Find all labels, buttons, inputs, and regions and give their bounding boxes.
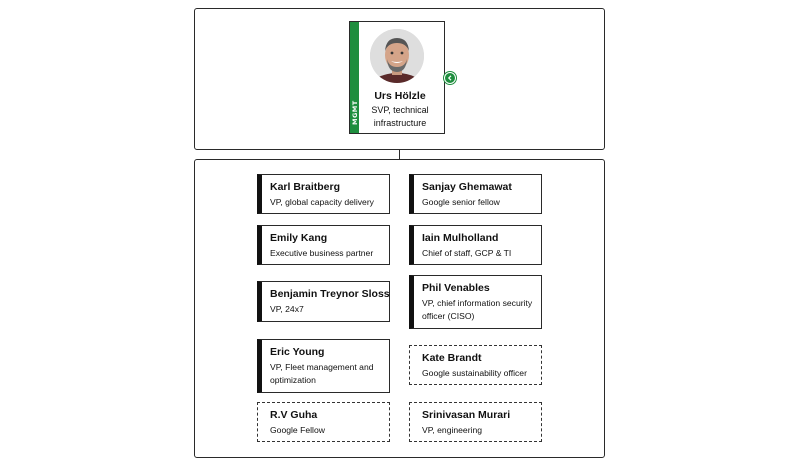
report-title: Google senior fellow (422, 197, 500, 207)
avatar (370, 29, 424, 83)
head-title: SVP, technical infrastructure (371, 105, 429, 128)
report-name: Srinivasan Murari (422, 409, 511, 421)
report-card[interactable] (257, 339, 390, 393)
report-name: Eric Young (270, 346, 325, 358)
report-title: VP, global capacity delivery (270, 197, 374, 207)
report-name: Emily Kang (270, 232, 328, 244)
report-name: Sanjay Ghemawat (422, 181, 512, 193)
head-name: Urs Hölzle (374, 90, 426, 102)
report-card[interactable] (257, 174, 390, 214)
report-card[interactable] (257, 281, 390, 322)
report-title: Executive business partner (270, 248, 374, 258)
report-title: Google Fellow (270, 425, 325, 435)
report-title: VP, 24x7 (270, 304, 304, 314)
report-card[interactable] (409, 345, 542, 385)
report-card[interactable] (409, 174, 542, 214)
report-name: Iain Mulholland (422, 232, 499, 244)
org-connector-line (399, 150, 400, 159)
report-title: Chief of staff, GCP & TI (422, 248, 512, 258)
chevron-left-icon (447, 75, 453, 81)
direct-reports-panel (194, 159, 605, 458)
report-card[interactable] (409, 275, 542, 329)
report-name: Kate Brandt (422, 352, 482, 364)
report-title: VP, chief information security officer (CISO) (422, 298, 533, 321)
report-name: Phil Venables (422, 282, 490, 294)
report-card[interactable] (409, 225, 542, 265)
report-name: R.V Guha (270, 409, 318, 421)
report-name: Benjamin Treynor Sloss (270, 288, 390, 300)
report-card[interactable] (257, 402, 390, 442)
mgmt-stripe-label: MGMT (351, 100, 359, 126)
collapse-toggle-button[interactable] (444, 72, 456, 84)
report-title: VP, Fleet management and optimization (270, 362, 374, 385)
report-card[interactable] (257, 225, 390, 265)
mgmt-stripe (350, 22, 359, 133)
report-title: VP, engineering (422, 425, 483, 435)
report-title: Google sustainability officer (422, 368, 527, 378)
report-name: Karl Braitberg (270, 181, 341, 193)
report-card[interactable] (409, 402, 542, 442)
